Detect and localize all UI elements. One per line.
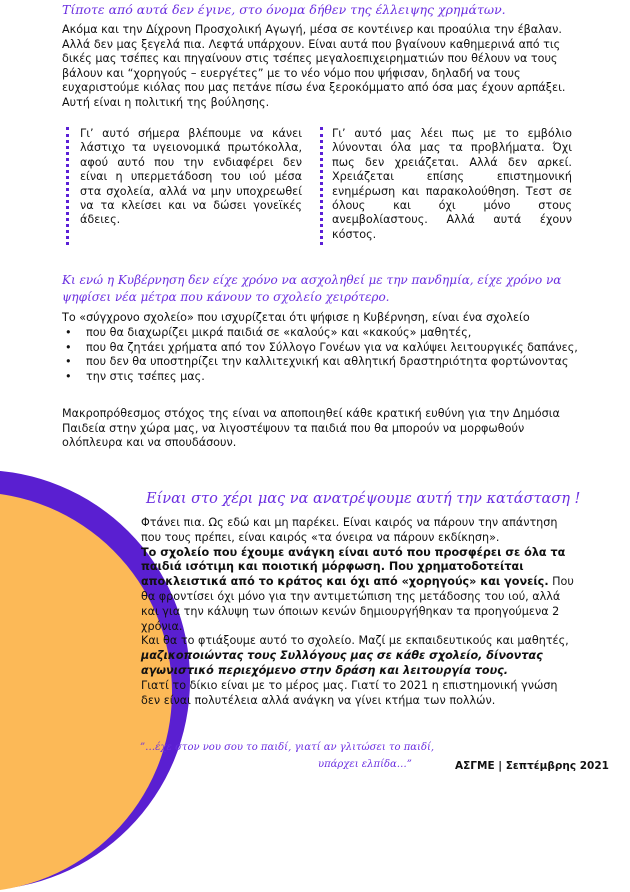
section-1-heading: Τίποτε από αυτά δεν έγινε, στο όνομα δήθεν της έλλειψης χρημάτων. bbox=[62, 2, 506, 17]
text-line: ολόπλευρα και να σπουδάσουν. bbox=[62, 436, 237, 450]
text-line: θα φροντίσει όχι μόνο για την αντιμετώπιση της μετάδοσης του ιού, αλλά bbox=[141, 589, 561, 603]
text-line: Φτάνει πια. Ως εδώ και μη παρέκει. Είναι καιρός να πάρουν την απάντηση bbox=[141, 516, 558, 529]
text-line-mixed bbox=[141, 575, 581, 590]
section-3-body bbox=[141, 516, 581, 708]
list-item: • που δεν θα υποστηρίζει την καλλιτεχνική και αθλητική δραστηριότητα φορτώνοντας bbox=[62, 355, 582, 370]
text-line: Αλλά δεν μας ξεγελά πια. Λεφτά υπάρχουν. Είναι αυτά που βγαίνουν καθημερινά από τις bbox=[62, 37, 561, 51]
section-2-intro: Το «σύγχρονο σχολείο» που ισχυρίζεται ότι ψήφισε η Κυβέρνηση, είναι ένα σχολείο bbox=[62, 311, 530, 324]
text-line: και για την κάλυψη των όποιων κενών δημιουργήθηκαν τα προηγούμενα 2 bbox=[141, 604, 560, 618]
list-item-continuation: • την στις τσέπες μας. bbox=[62, 370, 582, 385]
text-line: δεν είναι πολυτέλεια αλλά ανάγκη να γίνει κτήμα των πολλών. bbox=[141, 693, 496, 707]
dotted-rule-left bbox=[66, 127, 69, 245]
text-line: Αυτή είναι η πολιτική της βούλησης. bbox=[62, 95, 270, 109]
bold-italic-line: αγωνιστικό περιεχόμενο στην δράση και λειτουργία τους. bbox=[141, 663, 509, 677]
bold-italic-line: μαζικοποιώντας τους Συλλόγους μας σε κάθε σχολείο, δίνοντας bbox=[141, 649, 543, 663]
text-line: Και θα το φτιάξουμε αυτό το σχολείο. Μαζί με εκπαιδευτικούς και μαθητές, bbox=[141, 634, 569, 648]
text-line: Παιδεία στην χώρα μας, να λιγοστέψουν τα παιδιά που θα μπορούν να μορφωθούν bbox=[62, 421, 525, 435]
bold-text: αποκλειστικά από το κράτος και όχι από «χορηγούς» και γονείς. bbox=[141, 575, 549, 589]
bold-line: Το σχολείο που έχουμε ανάγκη είναι αυτό που προσφέρει σε όλα τα bbox=[141, 545, 566, 559]
footer-quote-line-2: υπάρχει ελπίδα…” bbox=[318, 759, 412, 770]
section-1-paragraph bbox=[62, 23, 582, 111]
dotted-rule-right bbox=[320, 127, 323, 245]
section-2-closing bbox=[62, 407, 582, 451]
text-line: Μακροπρόθεσμος στόχος της είναι να αποποιηθεί κάθε κρατική ευθύνη για την Δημόσια bbox=[62, 407, 560, 420]
text-line: βάλουν και “χορηγούς – ευεργέτες” με το νέο νόμο που ψήφισαν, δηλαδή να τους bbox=[62, 66, 521, 80]
list-item: • που θα διαχωρίζει μικρά παιδιά σε «καλούς» και «κακούς» μαθητές, bbox=[62, 326, 582, 341]
text-line: δικές μας τσέπες και πηγαίνουν στις τσέπες μεγαλοεπιχειρηματιών που θέλουν να τους bbox=[62, 52, 558, 66]
text-line: ευχαριστούμε κιόλας που μας πετάνε πίσω ένα ξεροκόμματο από όσα μας έχουν αρπάξει. bbox=[62, 81, 566, 95]
section-2-bullet-list bbox=[62, 326, 582, 384]
list-item: • που θα ζητάει χρήματα από τον Σύλλογο Γονέων για να καλύψει λειτουργικές δαπάνες, bbox=[62, 341, 582, 356]
footer-quote-line-1: ”…έχε στον νου σου το παιδί, γιατί αν γλιτώσει το παιδί, bbox=[140, 742, 435, 753]
text-line: Ακόμα και την Δίχρονη Προσχολική Αγωγή, μέσα σε κοντέινερ και προαύλια την έβαλαν. bbox=[62, 23, 562, 36]
bold-line: παιδιά ισότιμη και ποιοτική μόρφωση. Που χρηματοδοτείται bbox=[141, 560, 524, 574]
text-line: χρόνια. bbox=[141, 619, 183, 633]
text-line: Γιατί το δίκιο είναι με το μέρος μας. Γιατί το 2021 η επιστημονική γνώση bbox=[141, 678, 558, 692]
section-3-heading: Είναι στο χέρι μας να ανατρέψουμε αυτή την κατάσταση ! bbox=[146, 491, 581, 507]
column-right-text: Γι’ αυτό μας λέει πως με το εμβόλιο λύνονται όλα μας τα προβλήματα. Όχι πως δεν χρειάζεται. Αλλά δεν αρκεί. Χρειάζεται επίσης επιστημονική ενημέρωση και παρακολούθηση. Τεστ σε όλους και όχι μόνο στους ανεμβολίαστους. Αλλά αυτά έχουν κόστος. bbox=[332, 127, 572, 241]
column-left-text: Γι’ αυτό σήμερα βλέπουμε να κάνει λάστιχο τα υγειονομικά πρωτόκολλα, αφού αυτό που την ενδιαφέρει δεν είναι η υπερμετάδοση του ιού μέσα στα σχολεία, αλλά να μην υποχρεωθεί να τα κλείσει και να δώσει γονεϊκές άδειες. bbox=[80, 127, 302, 227]
footer-signature: ΑΣΓΜΕ | Σεπτέμβρης 2021 bbox=[455, 760, 609, 772]
text-run: Που bbox=[548, 575, 574, 589]
section-2-heading: Κι ενώ η Κυβέρνηση δεν είχε χρόνο να ασχοληθεί με την πανδημία, είχε χρόνο να ψηφίσει νέα μέτρα που κάνουν το σχολείο χειρότερο. bbox=[62, 273, 562, 304]
text-line: που τους πρέπει, είναι καιρός «τα όνειρα να πάρουν εκδίκηση». bbox=[141, 530, 500, 544]
